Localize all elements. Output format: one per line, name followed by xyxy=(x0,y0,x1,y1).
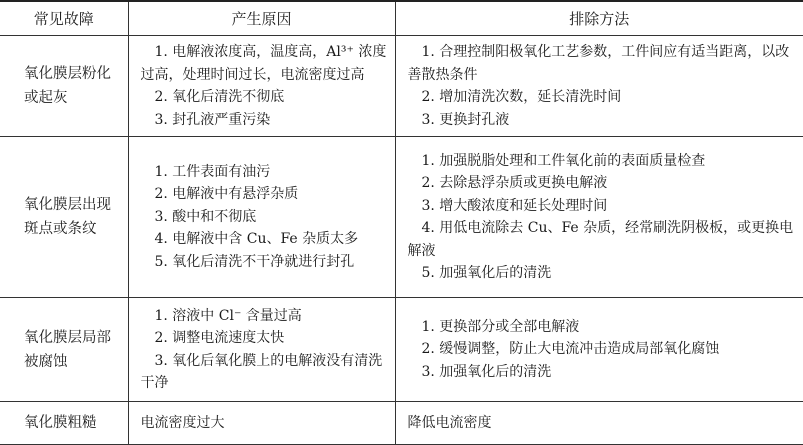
fault-cell: 氧化膜粗糙 xyxy=(0,402,128,445)
fault-cell: 氧化膜层粉化或起灰 xyxy=(0,36,128,137)
cause-cell xyxy=(128,298,395,402)
header-fault: 常见故障 xyxy=(0,1,128,36)
header-row xyxy=(0,1,803,36)
remedy-cell xyxy=(395,137,803,298)
remedy-cell xyxy=(395,298,803,402)
list-item: 1. 电解液浓度高，温度高，Al³⁺ 浓度过高，处理时间过长，电流密度过高 xyxy=(140,44,387,83)
table-row xyxy=(0,298,803,402)
cause-cell: 电流密度过大 xyxy=(128,402,395,445)
fault-cell: 氧化膜层出现斑点或条纹 xyxy=(0,137,128,298)
list-item: 1. 加强脱脂处理和工件氧化前的表面质量检查 xyxy=(421,152,706,169)
table-row xyxy=(0,137,803,298)
table-row xyxy=(0,36,803,137)
remedy-cell: 降低电流密度 xyxy=(395,402,803,445)
header-cause: 产生原因 xyxy=(128,1,395,36)
list-item: 2. 增加清洗次数，延长清洗时间 xyxy=(421,89,622,105)
list-item: 3. 增大酸浓度和延长处理时间 xyxy=(421,197,608,214)
header-remedy: 排除方法 xyxy=(395,1,803,36)
cause-cell xyxy=(128,36,395,137)
list-item: 3. 加强氧化后的清洗 xyxy=(421,363,552,380)
cause-cell xyxy=(128,137,395,298)
list-item: 1. 合理控制阳极氧化工艺参数，工件间应有适当距离，以改善散热条件 xyxy=(407,44,790,83)
list-item: 3. 封孔液严重污染 xyxy=(154,111,271,128)
list-item: 4. 电解液中含 Cu、Fe 杂质太多 xyxy=(154,231,359,248)
list-item: 2. 调整电流速度太快 xyxy=(154,330,285,346)
list-item: 4. 用低电流除去 Cu、Fe 杂质，经常刷洗阴极板，或更换电解液 xyxy=(407,220,794,259)
remedy-cell xyxy=(395,36,803,137)
list-item: 2. 去除悬浮杂质或更换电解液 xyxy=(421,175,608,191)
fault-cell: 氧化膜层局部被腐蚀 xyxy=(0,298,128,402)
list-item: 1. 工件表面有油污 xyxy=(154,163,271,180)
list-item: 5. 氧化后清洗不干净就进行封孔 xyxy=(154,253,355,270)
list-item: 3. 更换封孔液 xyxy=(421,111,510,128)
list-item: 5. 加强氧化后的清洗 xyxy=(421,265,552,281)
list-item: 1. 更换部分或全部电解液 xyxy=(421,318,580,335)
list-item: 1. 溶液中 Cl⁻ 含量过高 xyxy=(154,307,302,324)
list-item: 2. 电解液中有悬浮杂质 xyxy=(154,186,299,203)
list-item: 2. 氧化后清洗不彻底 xyxy=(154,89,285,105)
list-item: 2. 缓慢调整，防止大电流冲击造成局部氧化腐蚀 xyxy=(421,341,720,358)
list-item: 3. 氧化后氧化膜上的电解液没有清洗干净 xyxy=(140,352,383,391)
table-row xyxy=(0,402,803,445)
list-item: 3. 酸中和不彻底 xyxy=(154,208,257,225)
